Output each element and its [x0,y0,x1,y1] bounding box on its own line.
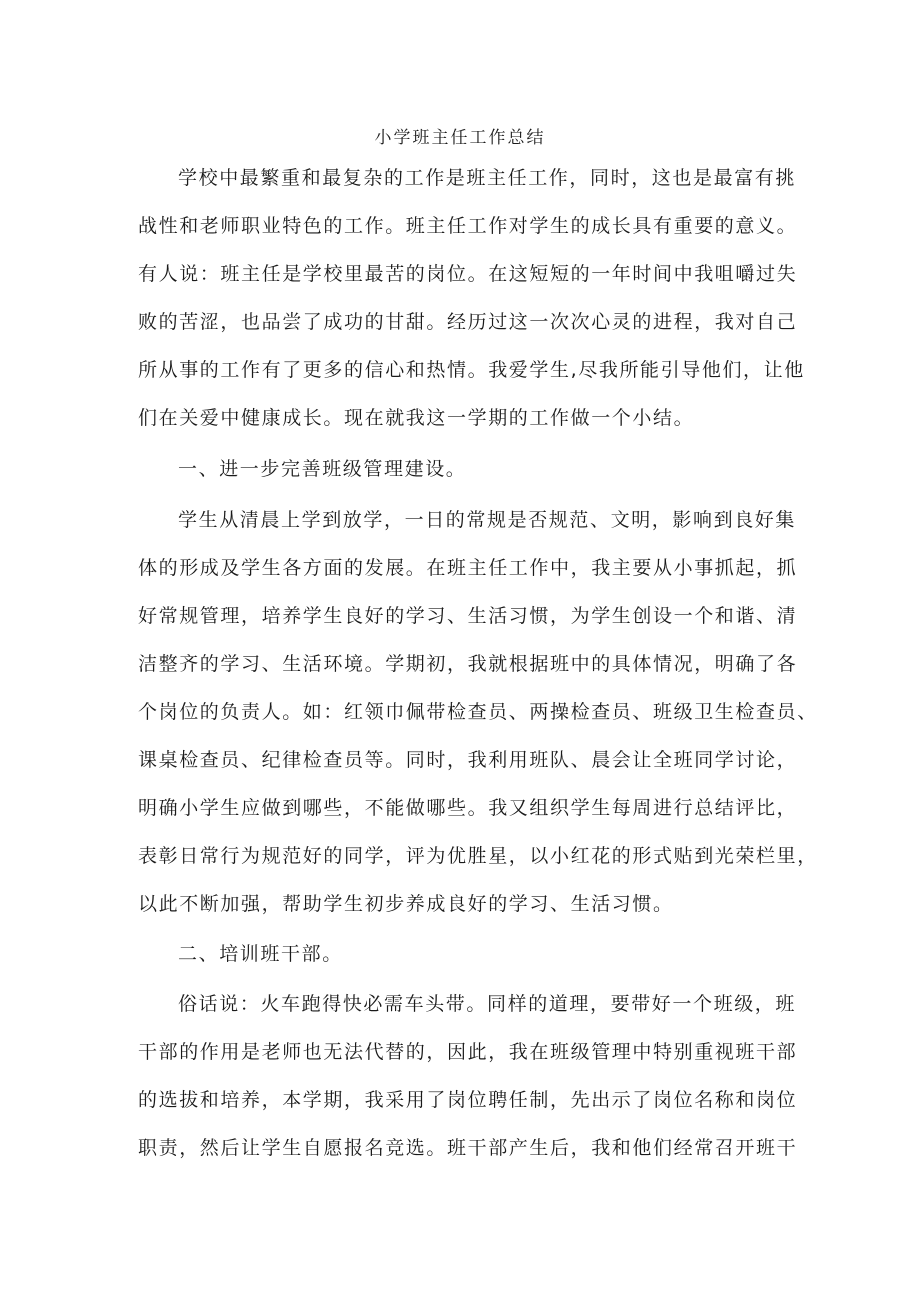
paragraph-line: 以此不断加强，帮助学生初步养成良好的学习、生活习惯。 [138,893,674,915]
paragraph-line: 职责，然后让学生自愿报名竞选。班干部产生后，我和他们经常召开班干 [138,1137,798,1159]
paragraph-line: 体的形成及学生各方面的发展。在班主任工作中，我主要从小事抓起，抓 [138,557,798,579]
paragraph-line: 有人说：班主任是学校里最苦的岗位。在这短短的一年时间中我咀嚼过失 [138,263,798,285]
paragraph-line: 洁整齐的学习、生活环境。学期初，我就根据班中的具体情况，明确了各 [138,653,798,675]
paragraph-line: 败的苦涩，也品尝了成功的甘甜。经历过这一次次心灵的进程，我对自己 [138,311,798,333]
paragraph-line: 学生从清晨上学到放学，一日的常规是否规范、文明，影响到良好集 [178,509,797,531]
paragraph-line: 所从事的工作有了更多的信心和热情。我爱学生,尽我所能引导他们，让他 [138,359,805,381]
paragraph-line: 的选拔和培养，本学期，我采用了岗位聘任制，先出示了岗位名称和岗位 [138,1089,798,1111]
paragraph-line: 明确小学生应做到哪些，不能做哪些。我又组织学生每周进行总结评比， [138,797,798,819]
paragraph-line: 们在关爱中健康成长。现在就我这一学期的工作做一个小结。 [138,407,695,429]
paragraph-line: 好常规管理，培养学生良好的学习、生活习惯，为学生创设一个和谐、清 [138,605,798,627]
paragraph-line: 学校中最繁重和最复杂的工作是班主任工作，同时，这也是最富有挑 [178,167,797,189]
paragraph-line: 表彰日常行为规范好的同学，评为优胜星，以小红花的形式贴到光荣栏里， [138,845,818,867]
section-heading: 二、培训班干部。 [178,943,343,965]
document-title: 小学班主任工作总结 [374,128,546,148]
paragraph-line: 俗话说：火车跑得快必需车头带。同样的道理，要带好一个班级，班 [178,993,797,1015]
paragraph-line: 战性和老师职业特色的工作。班主任工作对学生的成长具有重要的意义。 [138,215,798,237]
paragraph-line: 个岗位的负责人。如：红领巾佩带检查员、两操检查员、班级卫生检查员、 [138,701,818,723]
paragraph-line: 课桌检查员、纪律检查员等。同时，我利用班队、晨会让全班同学讨论， [138,749,798,771]
section-heading: 一、进一步完善班级管理建设。 [178,458,467,480]
paragraph-line: 干部的作用是老师也无法代替的，因此，我在班级管理中特别重视班干部 [138,1041,798,1063]
